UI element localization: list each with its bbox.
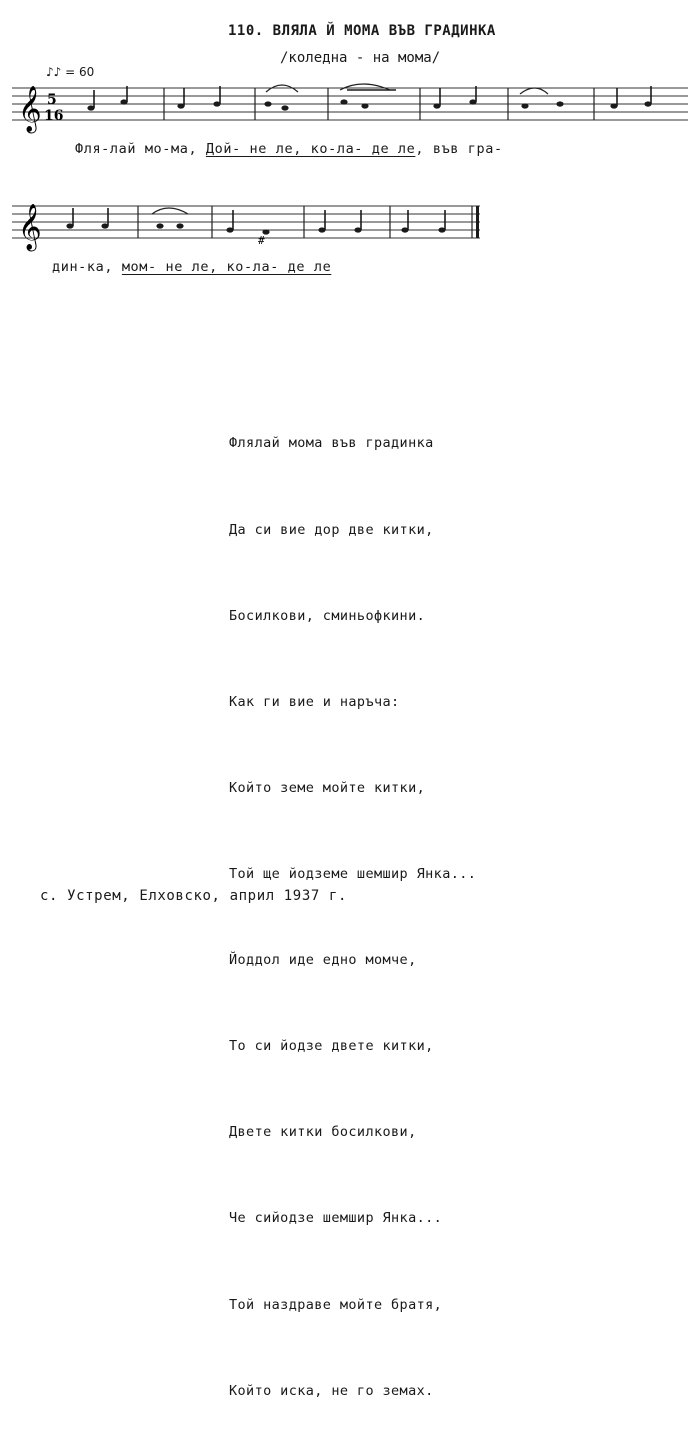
treble-clef-icon: 𝄞 (18, 86, 42, 132)
source-footnote: с. Устрем, Елховско, април 1937 г. (40, 888, 347, 904)
staff-lines (12, 206, 480, 238)
verse-line: Босилкови, сминьофкини. (229, 607, 426, 624)
notes-measure-group (87, 84, 651, 120)
treble-clef-icon: 𝄞 (18, 204, 42, 250)
verse-line: То си йодзе двете китки, (229, 1038, 434, 1055)
verse-line: Той ще йодземе шемшир Янка... (229, 865, 477, 882)
music-staff-2 (0, 196, 692, 256)
verse-line: Как ги вие и наръча: (229, 693, 400, 710)
notes-measure-group (66, 206, 479, 247)
time-signature: 5 (47, 92, 57, 108)
verse-line: Флялай мома във градинка (229, 435, 434, 452)
svg-text:16: 16 (44, 108, 64, 124)
lyrics-line-1: Фля-лай мо-ма, Дой- не ле, ко-ла- де ле, във гра- (75, 141, 503, 157)
verse-line: Който иска, не го земах. (229, 1382, 434, 1399)
verse-line: Йоддол иде едно момче, (229, 952, 417, 969)
song-title: 110. ВЛЯЛА Й МОМА ВЪВ ГРАДИНКА (228, 23, 496, 39)
verse-line: Който земе мойте китки, (229, 779, 426, 796)
tempo-marking: ♪♪ = 60 (46, 65, 95, 79)
lyrics-line-2: дин-ка, мом- не ле, ко-ла- де ле (52, 259, 332, 275)
verse-line: Че сийодзе шемшир Янка... (229, 1210, 443, 1227)
music-staff-1 (0, 78, 692, 138)
verse-line: Двете китки босилкови, (229, 1124, 417, 1141)
verse-line: Да си вие дор две китки, (229, 521, 434, 538)
svg-text:#: # (258, 234, 265, 247)
verse-line: Той наздраве мойте братя, (229, 1296, 443, 1313)
staff-lines (12, 88, 688, 120)
song-subtitle: /коледна - на мома/ (280, 50, 441, 66)
